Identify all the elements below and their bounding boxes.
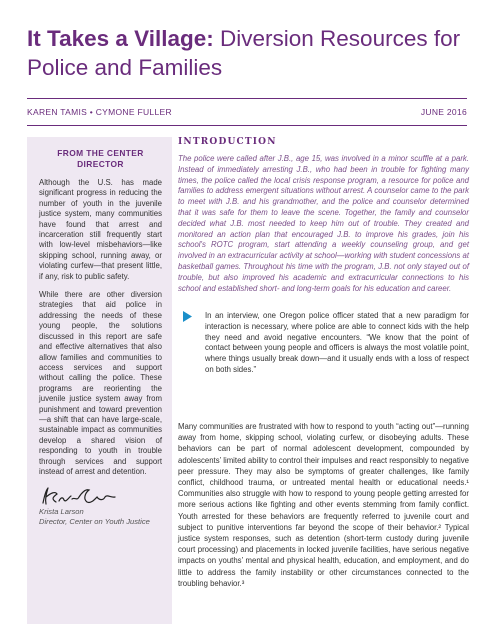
sidebar-paragraph-2: While there are other diversion strategies that aid police in addressing the needs of these young people, the solutions discussed in this report are safe and effective alternatives that also allow families and communities to access services and support without calling the police. These programs are reorienting the juvenile justice system away from punishment and toward prevention—a shift that can have large-scale, sustainable impact as communities develop a shared vision of responding to youth in trouble through services and support instead of arrest and detention. <box>39 290 162 476</box>
sidebar-paragraph-1: Although the U.S. has made significant progress in reducing the number of youth in the juvenile justice system, many communities have found that arrest and incarceration still frequently start with low-level misbehaviors—like skipping school, running away, or violating curfew—that present little, if any, risk to public safety. <box>39 178 162 281</box>
signature-image <box>39 485 162 507</box>
sidebar-heading: FROM THE CENTER DIRECTOR <box>57 148 144 169</box>
introduction-heading: INTRODUCTION <box>178 137 277 147</box>
top-divider <box>27 98 467 99</box>
signatory-title: Director, Center on Youth Justice <box>39 517 150 527</box>
title-rest: Diversion Resources for Police and Families <box>27 26 461 80</box>
signatory-name: Krista Larson <box>39 507 84 517</box>
introduction-section <box>178 137 469 294</box>
pull-quote: In an interview, one Oregon police officer stated that a new paradigm for interaction is necessary, where police are able to connect kids with the help they need and avoid negative encounters. “We know that the point of contact between young people and officers is always the most volatile point, where things usually break down—and it usually ends with a loss of respect on both sides.” <box>205 311 469 374</box>
report-title <box>27 24 477 82</box>
publication-date: JUNE 2016 <box>420 107 467 117</box>
byline-divider <box>27 125 467 126</box>
title-bold: It Takes a Village: <box>27 26 214 51</box>
introduction-text: The police were called after J.B., age 15, was involved in a minor scuffle at a park. Instead of immediately arresting J.B., who had been in trouble for fighting many times, the police called the local crisis response program, a resource for police and families to address emergent situations without arrest. A counselor came to the park to meet with J.B. and his grandmother, and the police and counselor determined that it was safe for them to leave the scene. Together, the family and counselor decided what J.B. most needed to keep him out of trouble. They created and monitored an action plan that encouraged J.B. to improve his grades, join his school's ROTC program, start attending a weekly counseling group, and get involved in an extracurricular activity at school—working with student concessions at basketball games. Throughout his time with the program, J.B. not only stayed out of trouble, but also improved his academic and extracurricular connections to his school and established short- and long-term goals for his education and career. <box>178 154 469 293</box>
authors: KAREN TAMIS • CYMONE FULLER <box>27 107 172 117</box>
body-paragraph: Many communities are frustrated with how to respond to youth “acting out”—running away from home, skipping school, violating curfew, or disobeying adults. These behaviors can be part of normal adolescent development, compounded by adolescents’ limited ability to control their impulses and react responsibly to negative peer pressure. They may also be symptoms of greater challenges, like family conflict, childhood trauma, or untreated mental health or educational needs.¹ Communities also struggle with how to respond to young people getting arrested for more serious actions like fighting and other events stemming from family conflict. Youth arrested for these behaviors are frequently referred to juvenile court and subject to punitive interventions far beyond the scope of their behavior.² Typical justice system responses, such as detention (short-term custody during juvenile court processing) and placements in locked juvenile facilities, have serious negative impacts on youths’ mental and physical health, education, and employment, and do little to address the family instability or other circumstances connected to the troubling behavior.³ <box>178 422 469 588</box>
quote-marker-icon <box>182 310 193 323</box>
director-sidebar <box>27 137 172 624</box>
